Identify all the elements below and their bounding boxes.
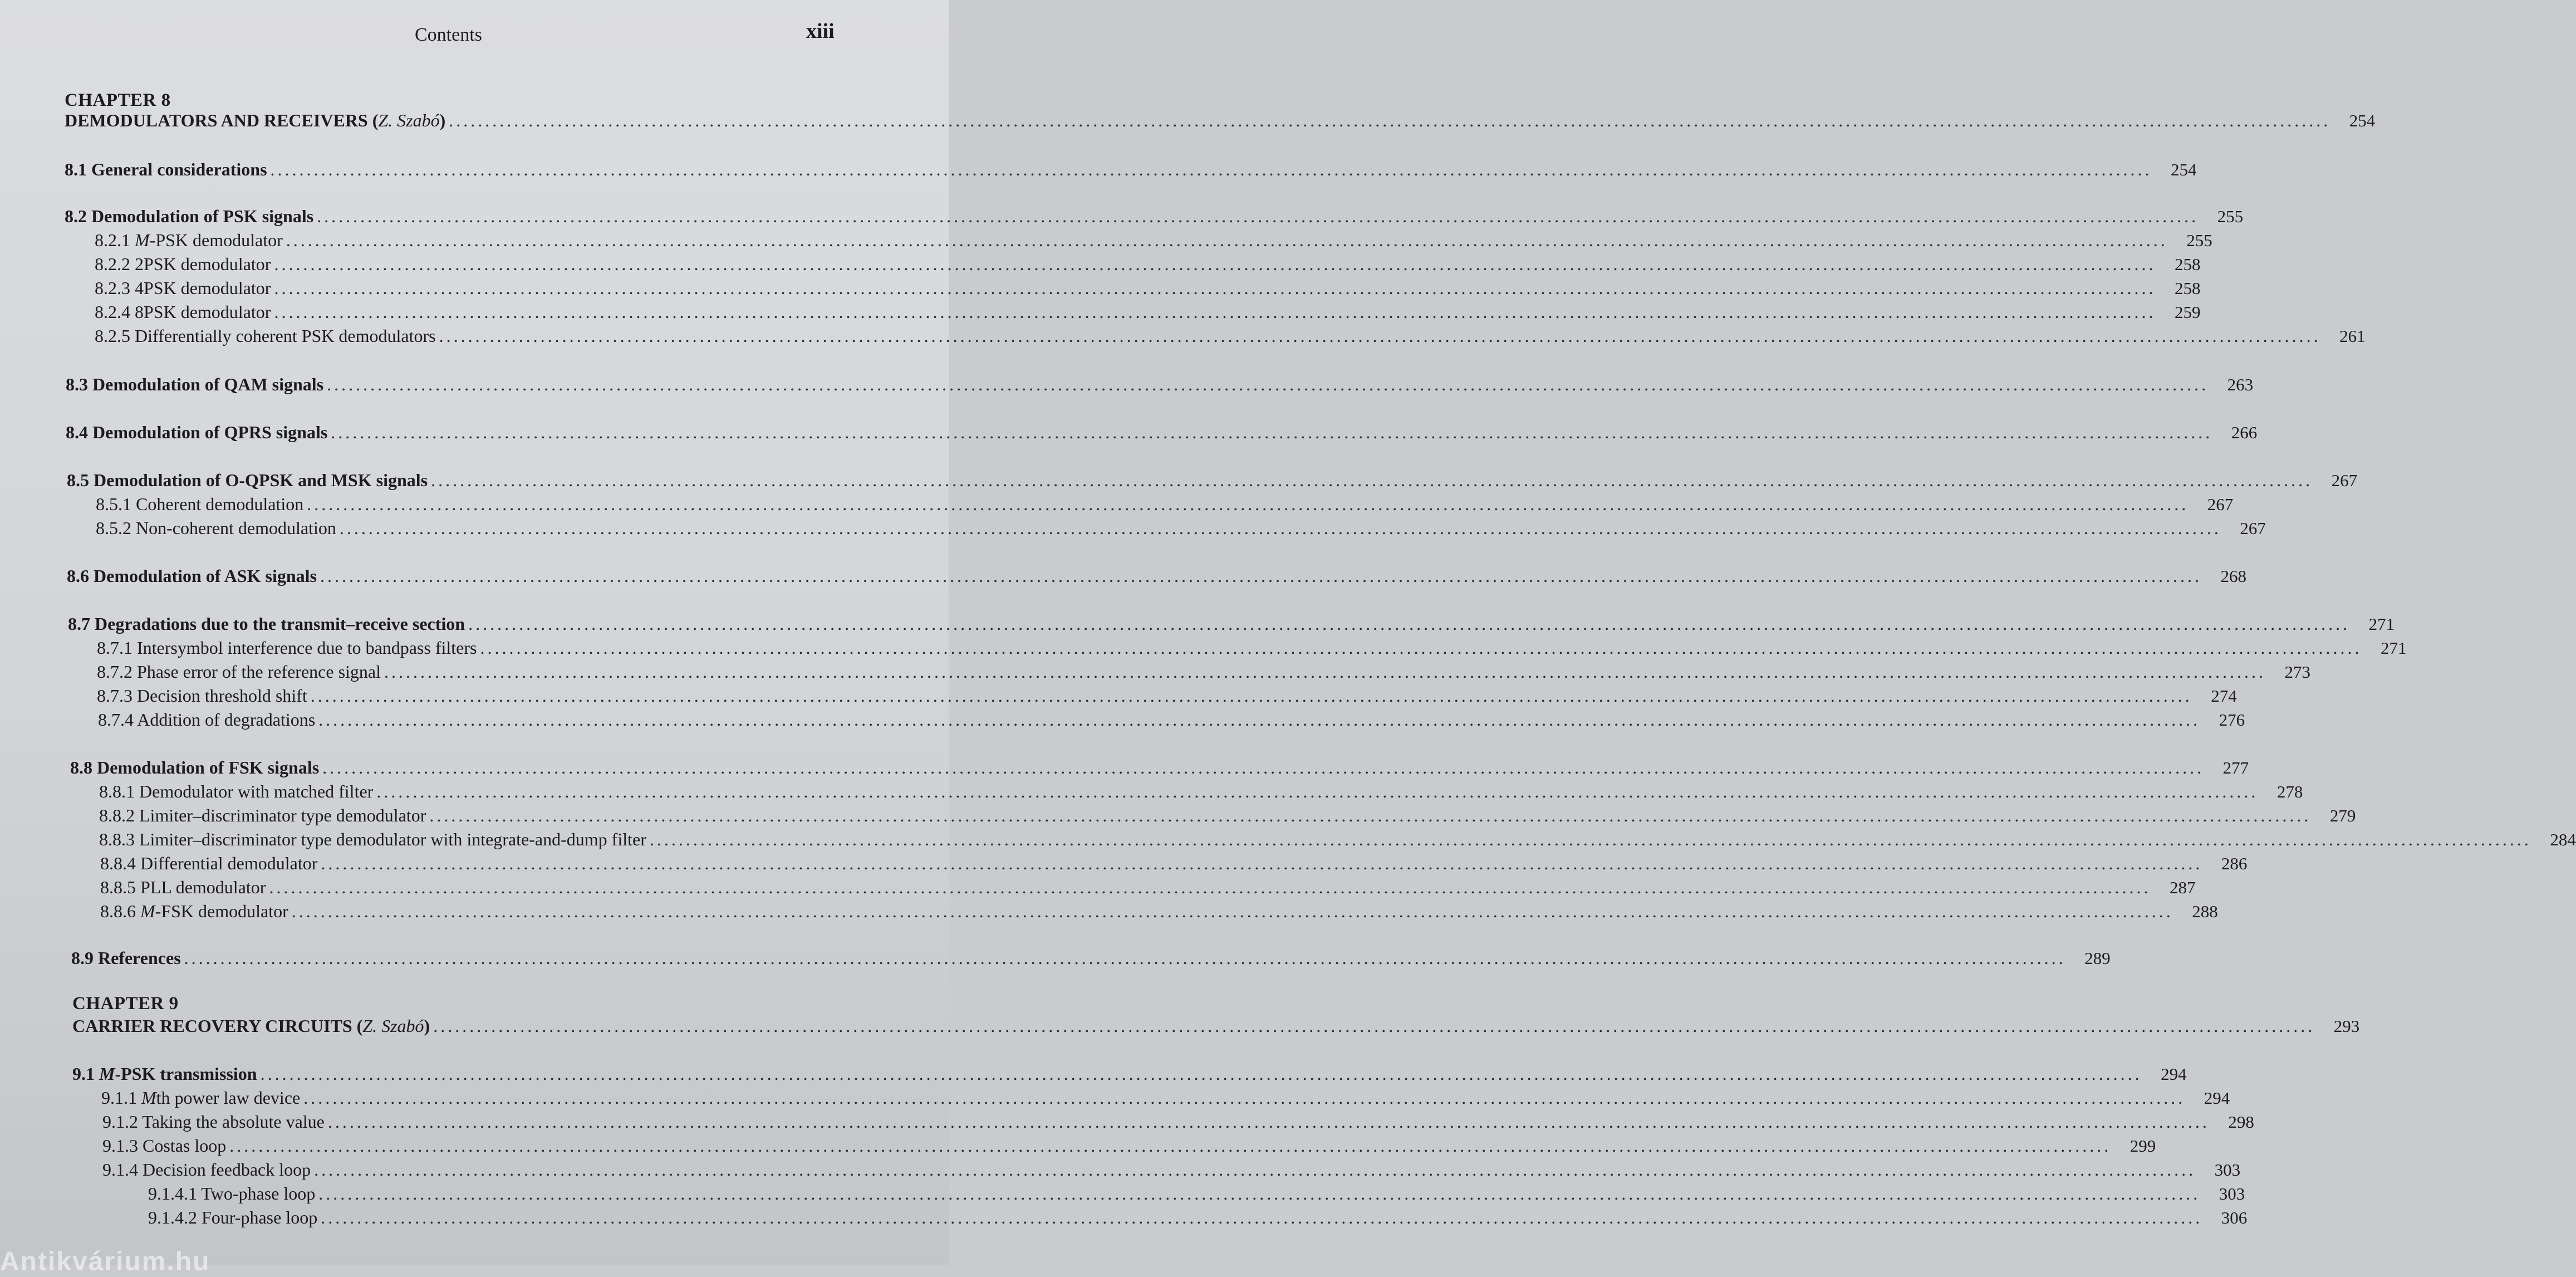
chapter-9-heading: CHAPTER 9: [72, 994, 179, 1014]
toc-entry: [101, 1088, 2230, 1108]
leader-dots: ....................................................................................................................................................................................................................................................................: [184, 948, 2066, 968]
toc-entry: [66, 374, 2254, 394]
toc-entry-page: 274: [2211, 686, 2237, 706]
toc-entry-label: 9.1.1 Mth power law device: [101, 1088, 301, 1108]
toc-entry-page: 254: [2171, 160, 2197, 179]
toc-entry-page: 261: [2339, 326, 2366, 346]
toc-entry-label: 8.2 Demodulation of PSK signals: [65, 206, 314, 226]
toc-entry: [100, 853, 2248, 873]
toc-entry: [68, 614, 2395, 634]
toc-entry-label: 9.1 M-PSK transmission: [72, 1064, 257, 1084]
toc-entry-page: 259: [2174, 302, 2201, 322]
chapter-8-heading: CHAPTER 8: [65, 90, 171, 110]
leader-dots: ....................................................................................................................................................................................................................................................................: [384, 662, 2266, 682]
toc-entry: [148, 1183, 2245, 1203]
leader-dots: ....................................................................................................................................................................................................................................................................: [314, 1159, 2196, 1180]
leader-dots: ....................................................................................................................................................................................................................................................................: [318, 710, 2201, 730]
toc-entry: [96, 518, 2266, 538]
leader-dots: ....................................................................................................................................................................................................................................................................: [322, 757, 2205, 777]
toc-entry: [72, 1016, 2360, 1036]
toc-entry-label: 8.4 Demodulation of QPRS signals: [66, 422, 328, 442]
toc-entry: [95, 230, 2212, 250]
toc-entry-page: 278: [2276, 782, 2303, 801]
toc-entry-label: 9.1.3 Costas loop: [102, 1136, 227, 1156]
author-name: Z. Szabó: [378, 110, 440, 130]
toc-entry: [71, 948, 2111, 968]
leader-dots: ....................................................................................................................................................................................................................................................................: [274, 254, 2156, 274]
leader-dots: ....................................................................................................................................................................................................................................................................: [307, 494, 2189, 514]
leader-dots: ....................................................................................................................................................................................................................................................................: [291, 901, 2173, 921]
toc-entry-page: 255: [2217, 207, 2244, 226]
toc-entry: [100, 877, 2196, 897]
leader-dots: ....................................................................................................................................................................................................................................................................: [468, 614, 2351, 634]
toc-entry-label: 8.6 Demodulation of ASK signals: [67, 566, 317, 586]
toc-entry: [67, 470, 2358, 490]
leader-dots: ....................................................................................................................................................................................................................................................................: [327, 1112, 2210, 1132]
leader-dots: ....................................................................................................................................................................................................................................................................: [303, 1088, 2186, 1108]
leader-dots: ....................................................................................................................................................................................................................................................................: [327, 374, 2209, 394]
toc-entry-label: CARRIER RECOVERY CIRCUITS (Z. Szabó): [72, 1016, 430, 1036]
toc-entry-label: 8.7 Degradations due to the transmit–receive section: [68, 614, 465, 634]
toc-entry-page: 289: [2084, 948, 2111, 968]
leader-dots: ....................................................................................................................................................................................................................................................................: [321, 1207, 2203, 1227]
toc-entry-label: 8.2.3 4PSK demodulator: [95, 278, 271, 298]
toc-entry-label: 9.1.4.1 Two-phase loop: [148, 1183, 316, 1203]
toc-entry-label: 9.1.4 Decision feedback loop: [102, 1159, 311, 1180]
toc-entry-page: 279: [2329, 806, 2356, 825]
toc-entry: [65, 159, 2197, 179]
leader-dots: ....................................................................................................................................................................................................................................................................: [321, 853, 2203, 873]
toc-entry: [97, 662, 2310, 682]
toc-entry: [67, 566, 2246, 586]
toc-entry-page: 276: [2219, 710, 2245, 730]
toc-entry: [70, 757, 2249, 777]
toc-entry-label: 8.2.5 Differentially coherent PSK demodulators: [95, 326, 436, 346]
toc-entry-page: 293: [2333, 1016, 2360, 1036]
leader-dots: ....................................................................................................................................................................................................................................................................: [274, 278, 2156, 298]
toc-entry-label: 8.5.2 Non-coherent demodulation: [96, 518, 336, 538]
toc-entry-page: 271: [2368, 614, 2395, 634]
toc-entry-page: 273: [2284, 662, 2310, 682]
toc-entry-label: 9.1.2 Taking the absolute value: [102, 1112, 325, 1132]
toc-entry-label: 8.8.2 Limiter–discriminator type demodulator: [99, 805, 426, 825]
leader-dots: ....................................................................................................................................................................................................................................................................: [431, 470, 2313, 490]
toc-entry: [148, 1207, 2248, 1227]
toc-entry: [97, 686, 2237, 706]
toc-entry: [97, 638, 2407, 658]
leader-dots: ....................................................................................................................................................................................................................................................................: [331, 422, 2213, 442]
toc-entry-label: 8.8.1 Demodulator with matched filter: [99, 781, 374, 801]
toc-entry-label: 8.8.3 Limiter–discriminator type demodulator with integrate-and-dump filter: [99, 829, 646, 849]
leader-dots: ....................................................................................................................................................................................................................................................................: [229, 1136, 2112, 1156]
toc-entry-page: 303: [2214, 1160, 2241, 1180]
author-name: Z. Szabó: [362, 1016, 424, 1036]
leader-dots: ....................................................................................................................................................................................................................................................................: [449, 110, 2331, 130]
toc-entry-page: 299: [2130, 1136, 2156, 1156]
leader-dots: ....................................................................................................................................................................................................................................................................: [274, 302, 2156, 322]
toc-entry-page: 255: [2186, 231, 2212, 250]
toc-entry-label: 8.7.2 Phase error of the reference signal: [97, 662, 381, 682]
leader-dots: ....................................................................................................................................................................................................................................................................: [318, 1183, 2201, 1203]
toc-entry-label: 8.1 General considerations: [65, 159, 267, 179]
leader-dots: ....................................................................................................................................................................................................................................................................: [480, 638, 2362, 658]
toc-entry-page: 277: [2222, 758, 2249, 777]
toc-entry-label: 8.5.1 Coherent demodulation: [96, 494, 304, 514]
leader-dots: ....................................................................................................................................................................................................................................................................: [376, 781, 2259, 801]
toc-entry-label: DEMODULATORS AND RECEIVERS (Z. Szabó): [65, 110, 446, 130]
toc-entry-page: 258: [2174, 255, 2201, 274]
leader-dots: ....................................................................................................................................................................................................................................................................: [320, 566, 2202, 586]
watermark: Antikvárium.hu: [0, 1247, 210, 1276]
leader-dots: ....................................................................................................................................................................................................................................................................: [433, 1016, 2315, 1036]
toc-entry-label: 8.7.1 Intersymbol interference due to bandpass filters: [97, 638, 477, 658]
toc-entry-label: 8.8.4 Differential demodulator: [100, 853, 318, 873]
toc-entry-label: 8.7.3 Decision threshold shift: [97, 686, 307, 706]
toc-entry: [95, 302, 2201, 322]
toc-entry-page: 303: [2219, 1184, 2245, 1203]
toc-entry-page: 286: [2221, 854, 2248, 873]
toc-entry: [99, 829, 2576, 849]
toc-entry-label: 8.8.5 PLL demodulator: [100, 877, 266, 897]
toc-entry-page: 294: [2204, 1088, 2230, 1108]
toc-entry-label: 8.8 Demodulation of FSK signals: [70, 757, 320, 777]
toc-entry-page: 267: [2331, 471, 2358, 490]
toc-entry-page: 258: [2174, 278, 2201, 298]
toc-entry: [65, 110, 2376, 130]
toc-entry-label: 8.2.2 2PSK demodulator: [95, 254, 271, 274]
toc-entry-page: 254: [2349, 111, 2376, 130]
leader-dots: ....................................................................................................................................................................................................................................................................: [439, 326, 2321, 346]
toc-entry-page: 268: [2220, 566, 2246, 586]
toc-entry-page: 288: [2192, 902, 2218, 921]
leader-dots: ....................................................................................................................................................................................................................................................................: [260, 1064, 2142, 1084]
toc-entry-page: 298: [2228, 1112, 2254, 1132]
toc-entry-label: 8.5 Demodulation of O-QPSK and MSK signals: [67, 470, 428, 490]
toc-entry-label: 8.7.4 Addition of degradations: [98, 710, 316, 730]
toc-entry-page: 263: [2227, 375, 2254, 394]
toc-entry: [96, 494, 2234, 514]
leader-dots: ....................................................................................................................................................................................................................................................................: [339, 518, 2221, 538]
toc-entry-page: 266: [2231, 423, 2258, 442]
toc-entry: [102, 1112, 2254, 1132]
toc-entry-label: 8.2.4 8PSK demodulator: [95, 302, 271, 322]
leader-dots: ....................................................................................................................................................................................................................................................................: [317, 206, 2199, 226]
toc-entry: [99, 805, 2356, 825]
toc-entry: [95, 254, 2201, 274]
toc-entry-label: 8.9 References: [71, 948, 181, 968]
leader-dots: ....................................................................................................................................................................................................................................................................: [286, 230, 2168, 250]
toc-entry: [95, 278, 2201, 298]
leader-dots: ....................................................................................................................................................................................................................................................................: [649, 829, 2531, 849]
toc-entry-label: 8.3 Demodulation of QAM signals: [66, 374, 324, 394]
toc-entry: [100, 901, 2218, 921]
toc-entry-page: 287: [2169, 878, 2196, 897]
toc-entry-page: 267: [2207, 495, 2234, 514]
toc-entry-page: 271: [2380, 638, 2407, 658]
toc-entry-page: 284: [2550, 830, 2576, 849]
toc-entry: [102, 1159, 2241, 1180]
leader-dots: ....................................................................................................................................................................................................................................................................: [429, 805, 2312, 825]
toc-entry: [72, 1064, 2187, 1084]
running-header-title: Contents: [415, 25, 482, 45]
toc-entry-page: 267: [2240, 518, 2266, 538]
toc-entry: [102, 1136, 2156, 1156]
toc-entry-page: 306: [2221, 1208, 2248, 1227]
running-header-page-number: xiii: [806, 19, 835, 43]
toc-entry: [98, 710, 2245, 730]
toc-entry-page: 294: [2161, 1064, 2187, 1084]
toc-entry-label: 9.1.4.2 Four-phase loop: [148, 1207, 318, 1227]
toc-entry: [99, 781, 2303, 801]
toc-entry-label: 8.8.6 M-FSK demodulator: [100, 901, 288, 921]
leader-dots: ....................................................................................................................................................................................................................................................................: [310, 686, 2192, 706]
leader-dots: ....................................................................................................................................................................................................................................................................: [269, 877, 2151, 897]
toc-entry-label: 8.2.1 M-PSK demodulator: [95, 230, 283, 250]
leader-dots: ....................................................................................................................................................................................................................................................................: [270, 159, 2152, 179]
toc-entry: [95, 326, 2366, 346]
toc-entry: [66, 422, 2258, 442]
toc-entry: [65, 206, 2244, 226]
